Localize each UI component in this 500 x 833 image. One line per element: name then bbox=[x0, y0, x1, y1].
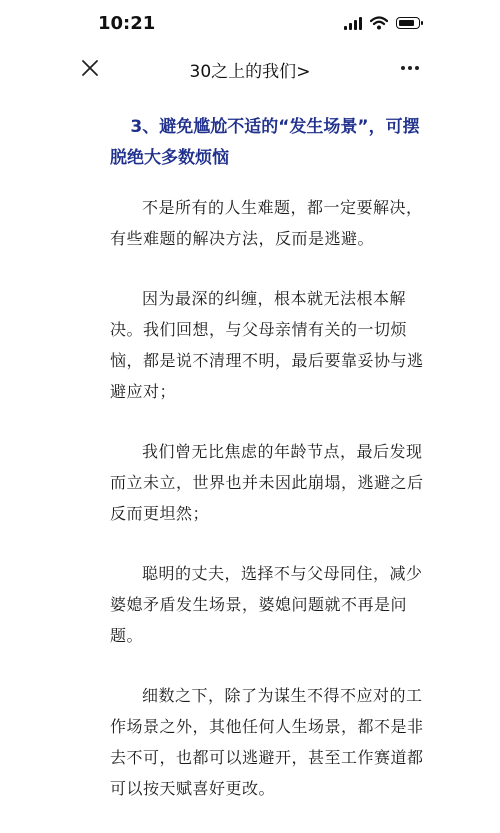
paragraph: 不是所有的人生难题，都一定要解决，有些难题的解决方法，反而是逃避。 bbox=[110, 198, 423, 248]
wifi-icon bbox=[370, 16, 388, 30]
paragraph: 因为最深的纠缠，根本就无法根本解决。我们回想，与父母亲情有关的一切烦恼，都是说不清理不明，最后要靠妥协与逃避应对； bbox=[110, 289, 424, 401]
status-icons bbox=[344, 16, 420, 30]
account-title: 30之上的我们 bbox=[189, 62, 297, 82]
paragraph: 细数之下，除了为谋生不得不应对的工作场景之外，其他任何人生场景，都不是非去不可，也都可以逃避开，甚至工作赛道都可以按天赋喜好更改。 bbox=[110, 686, 424, 798]
more-button[interactable] bbox=[398, 58, 422, 78]
article-body bbox=[110, 112, 430, 833]
signal-icon bbox=[344, 17, 362, 30]
nav-bar bbox=[0, 48, 500, 88]
more-icon bbox=[401, 66, 405, 70]
status-time: 10:21 bbox=[98, 13, 156, 34]
section-heading: 3、避免尴尬不适的“发生场景”，可摆脱绝大多数烦恼 bbox=[110, 117, 420, 168]
chevron-right-icon: > bbox=[296, 62, 311, 82]
paragraph: 我们曾无比焦虑的年龄节点，最后发现而立未立，世界也并未因此崩塌，逃避之后反而更坦然； bbox=[110, 442, 424, 523]
account-title-link[interactable] bbox=[0, 57, 500, 82]
paragraph: 聪明的丈夫，选择不与父母同住，减少婆媳矛盾发生场景，婆媳问题就不再是问题。 bbox=[110, 564, 423, 645]
status-bar bbox=[0, 0, 500, 48]
battery-icon bbox=[396, 17, 420, 29]
